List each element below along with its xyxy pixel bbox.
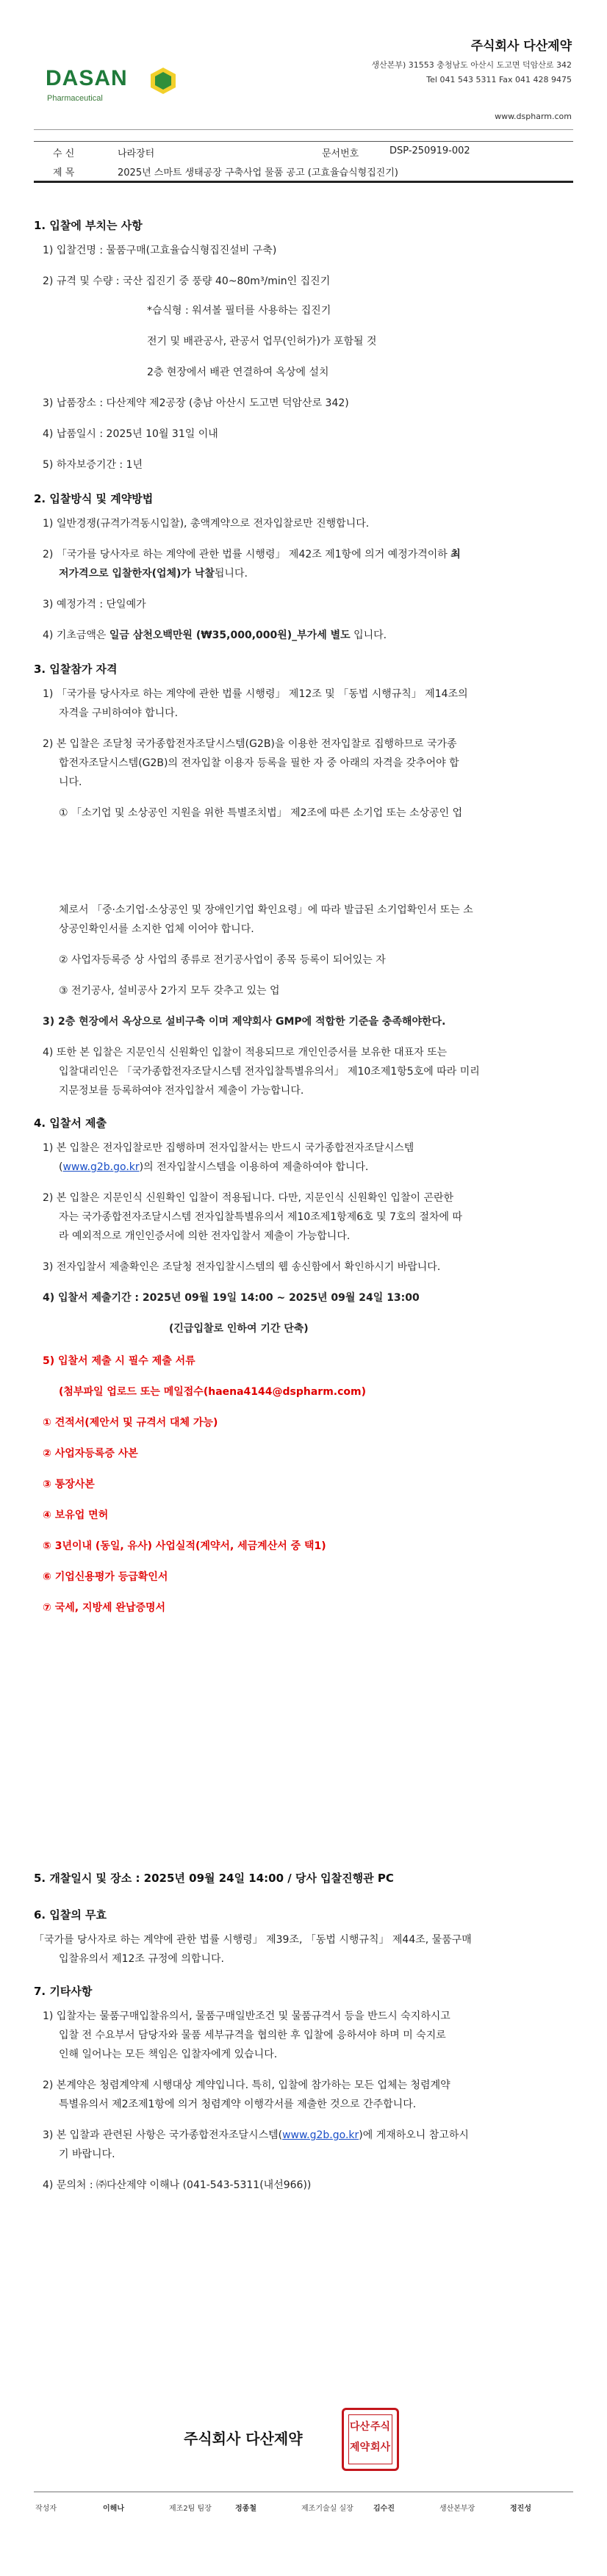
- sec3-item-2-cont2: 니다.: [59, 776, 82, 788]
- section-4-title: 4. 입찰서 제출: [34, 1116, 107, 1130]
- sec1-item-1: 1) 입찰건명 : 물품구매(고효율습식형집진설비 구축): [43, 245, 277, 256]
- required-doc-4: ④ 보유업 면허: [43, 1509, 109, 1521]
- sec2-item-4-tail: 입니다.: [350, 629, 387, 641]
- sec2-item-4-text: 4) 기초금액은: [43, 629, 109, 641]
- sec7-item-2: 2) 본계약은 청렴계약제 시행대상 계약입니다. 특히, 입찰에 참가하는 모든 업체는 청렴계약: [43, 2079, 450, 2091]
- section-2-title: 2. 입찰방식 및 계약방법: [34, 492, 154, 505]
- logo-subtitle: Pharmaceutical: [47, 94, 103, 103]
- sec4-item-2-cont: 자는 국가종합전자조달시스템 전자입찰특별유의서 제10조제1항제6호 및 7호의 절차에 따: [59, 1211, 463, 1223]
- sec3-item-4-cont: 입찰대리인은 「국가종합전자조달시스템 전자입찰특별유의서」 제10조제1항5호에 따라 미리: [59, 1066, 480, 1078]
- approver-3-role: 제조기술실 실장: [301, 2505, 353, 2513]
- sec7-item-3: [43, 2126, 469, 2145]
- sec4-item-1-tail: )의 전자입찰시스템을 이용하여 제출하여야 합니다.: [139, 1161, 369, 1173]
- sec2-item-2-cont: [59, 564, 248, 583]
- section-3-title: 3. 입찰참가 자격: [34, 663, 118, 676]
- company-tel-fax: Tel 041 543 5311 Fax 041 428 9475: [426, 75, 572, 84]
- sec7-item-1-cont2: 인해 일어나는 모든 책임은 입찰자에게 있습니다.: [59, 2049, 278, 2060]
- recipient-label: 수 신: [53, 148, 75, 159]
- sec1-item-2b: 전기 및 배관공사, 관공서 업무(인허가)가 포함될 것: [147, 336, 377, 347]
- sec4-item-2-cont2: 라 예외적으로 개인인증서에 의한 전자입찰서 제출이 가능합니다.: [59, 1230, 351, 1242]
- sec3-criterion-1-cont2: 상공인확인서를 소지한 업체 이어야 합니다.: [59, 923, 254, 935]
- sec1-item-4: 4) 납품일시 : 2025년 10월 31일 이내: [43, 428, 218, 440]
- required-doc-3: ③ 통장사본: [43, 1479, 95, 1490]
- required-doc-1: ① 견적서(제안서 및 규격서 대체 가능): [43, 1417, 218, 1429]
- sec2-item-2-bold: 최: [450, 549, 461, 560]
- sec3-item-4: 4) 또한 본 입찰은 지문인식 신원확인 입찰이 적용되므로 개인인증서를 보유한 대표자 또는: [43, 1047, 448, 1058]
- g2b-link[interactable]: www.g2b.go.kr: [62, 1161, 140, 1173]
- approver-4-name: 정진성: [510, 2505, 531, 2513]
- recipient-value: 나라장터: [118, 148, 155, 159]
- company-seal: [342, 2408, 399, 2471]
- sec2-item-3: 3) 예정가격 : 단일예가: [43, 599, 146, 610]
- sec1-item-2a: *습식형 : 워셔볼 필터를 사용하는 집진기: [147, 305, 331, 317]
- sec2-item-1: 1) 일반경쟁(규격가격동시입찰), 총액계약으로 전자입찰로만 진행합니다.: [43, 518, 370, 530]
- required-doc-7: ⑦ 국세, 지방세 완납증명서: [43, 1602, 166, 1614]
- sec4-item-5: 5) 입찰서 제출 시 필수 제출 서류: [43, 1355, 195, 1367]
- sec7-item-1-cont: 입찰 전 수요부서 담당자와 물품 세부규격을 협의한 후 입찰에 응하셔야 하며 미 숙지로: [59, 2030, 446, 2041]
- seal-text: 제약: [350, 2442, 370, 2453]
- logo-wordmark: DASAN: [46, 66, 128, 90]
- sec2-item-2-bold-cont: 저가격으로 입찰한자(업체)가 낙찰: [59, 568, 215, 580]
- meta-bottom-line: [34, 181, 573, 183]
- sec4-item-5-note: (첨부파일 업로드 또는 메일접수(haena4144@dspharm.com): [59, 1386, 367, 1398]
- sec1-item-2c: 2층 현장에서 배관 연결하여 옥상에 설치: [147, 367, 329, 378]
- required-doc-5: ⑤ 3년이내 (동일, 유사) 사업실적(계약서, 세금계산서 중 택1): [43, 1540, 326, 1552]
- sec3-criterion-1-cont: 체로서 「중·소기업·소상공인 및 장애인기업 확인요령」에 따라 발급된 소기업확인서 또는 소: [59, 904, 473, 916]
- sec3-criterion-3: ③ 전기공사, 설비공사 2가지 모두 갖추고 있는 업: [59, 985, 280, 997]
- sec4-item-4: 4) 입찰서 제출기간 : 2025년 09월 19일 14:00 ~ 2025년 09월 24일 13:00: [43, 1292, 420, 1304]
- meta-top-line: [34, 141, 573, 142]
- subject-label: 제 목: [53, 167, 75, 178]
- required-doc-2: ② 사업자등록증 사본: [43, 1448, 138, 1460]
- sec4-item-1-cont: (www.g2b.go.kr)의 전자입찰시스템을 이용하여 제출하여야 합니다.: [59, 1161, 369, 1173]
- sec3-item-2-cont: 합전자조달시스템(G2B)의 전자입찰 이용자 등록을 필한 자 중 아래의 자격을 갖추어야 합: [59, 757, 459, 769]
- approver-4-role: 생산본부장: [439, 2505, 475, 2513]
- seal-text: 회사: [370, 2442, 391, 2453]
- sec2-item-2-text: 2) 「국가를 당사자로 하는 계약에 관한 법률 시행령」 제42조 제1항에 의거 예정가격이하: [43, 549, 451, 560]
- sec3-item-4-cont2: 지문정보를 등록하여야 전자입찰서 제출이 가능합니다.: [59, 1085, 304, 1097]
- document-number-label: 문서번호: [322, 148, 359, 159]
- sec7-item-3-text: 3) 본 입찰과 관련된 사항은 국가종합전자조달시스템(: [43, 2129, 283, 2141]
- document-number: DSP-250919-002: [389, 145, 470, 156]
- sec3-item-1: 1) 「국가를 당사자로 하는 계약에 관한 법률 시행령」 제12조 및 「동법 시행규칙」 제14조의: [43, 688, 468, 700]
- sec6-text-cont: 입찰유의서 제12조 규정에 의합니다.: [59, 1953, 224, 1965]
- hexagon-logo-icon: [148, 66, 178, 95]
- sec1-item-2: 2) 규격 및 수량 : 국산 집진기 중 풍량 40~80m³/min인 집진기: [43, 275, 331, 287]
- subject-value: 2025년 스마트 생태공장 구축사업 물품 공고 (고효율습식형집진기): [118, 167, 398, 178]
- approver-2-name: 정종철: [235, 2505, 256, 2513]
- company-logo: [46, 60, 170, 119]
- sec4-item-3: 3) 전자입찰서 제출확인은 조달청 전자입찰시스템의 웹 송신함에서 확인하시기 바랍니다.: [43, 1261, 441, 1273]
- approver-2-role: 제조2팀 팀장: [169, 2505, 212, 2513]
- sec1-item-3: 3) 납품장소 : 다산제약 제2공장 (충남 아산시 도고면 덕암산로 342): [43, 397, 349, 409]
- divider: [34, 129, 573, 130]
- section-1-title: 1. 입찰에 부치는 사항: [34, 219, 143, 232]
- sec2-item-4-bold: 일금 삼천오백만원 (₩35,000,000원)_부가세 별도: [109, 629, 351, 641]
- g2b-link-2[interactable]: www.g2b.go.kr: [282, 2129, 359, 2141]
- required-doc-6: ⑥ 기업신용평가 등급확인서: [43, 1571, 168, 1583]
- approver-1-role: 작성자: [35, 2505, 57, 2513]
- sec1-item-5: 5) 하자보증기간 : 1년: [43, 459, 143, 471]
- company-address: 생산본부) 31553 충청남도 아산시 도고면 덕암산로 342: [371, 60, 572, 70]
- signature-company: 주식회사 다산제약: [184, 2430, 303, 2447]
- company-website: www.dspharm.com: [495, 112, 572, 121]
- sec4-item-4-note: (긴급입찰로 인하여 기간 단축): [169, 1323, 309, 1335]
- sec7-item-3-cont: 기 바랍니다.: [59, 2149, 115, 2160]
- sec3-item-1-cont: 자격을 구비하여야 합니다.: [59, 707, 179, 719]
- sec4-item-1: 1) 본 입찰은 전자입찰로만 집행하며 전자입찰서는 반드시 국가종합전자조달시스템: [43, 1142, 414, 1154]
- sec2-item-2: [43, 545, 573, 564]
- section-7-title: 7. 기타사항: [34, 1985, 93, 1998]
- sec7-item-1: 1) 입찰자는 물품구매입찰유의서, 물품구매일반조건 및 물품규격서 등을 반드시 숙지하시고: [43, 2010, 450, 2022]
- sec7-item-3-tail: )에 게재하오니 참고하시: [359, 2129, 469, 2141]
- seal-text: 다산: [350, 2421, 370, 2433]
- section-5-title: 5. 개찰일시 및 장소 : 2025년 09월 24일 14:00 / 당사 입찰진행관 PC: [34, 1872, 394, 1885]
- sec3-item-3: 3) 2층 현장에서 옥상으로 설비구축 이며 제약회사 GMP에 적합한 기준을 충족해야한다.: [43, 1016, 446, 1028]
- sec2-item-4: [43, 626, 387, 645]
- sec3-criterion-2: ② 사업자등록증 상 사업의 종류로 전기공사업이 종목 등록이 되어있는 자: [59, 954, 386, 966]
- sec6-text: 「국가를 당사자로 하는 계약에 관한 법률 시행령」 제39조, 「동법 시행규칙」 제44조, 물품구매: [34, 1934, 472, 1946]
- sec7-item-2-cont: 특별유의서 제2조제1항에 의거 청렴계약 이행각서를 제출한 것으로 간주합니다.: [59, 2099, 417, 2110]
- approver-3-name: 김수진: [373, 2505, 395, 2513]
- sec2-item-2-tail: 됩니다.: [214, 568, 248, 580]
- company-name: 주식회사 다산제약: [470, 39, 572, 54]
- sec3-criterion-1: ① 「소기업 및 소상공인 지원을 위한 특별조치법」 제2조에 따른 소기업 또는 소상공인 업: [59, 807, 463, 819]
- seal-text: 주식: [370, 2421, 391, 2433]
- section-6-title: 6. 입찰의 무효: [34, 1908, 107, 1922]
- sec3-item-2: 2) 본 입찰은 조달청 국가종합전자조달시스템(G2B)을 이용한 전자입찰로 집행하므로 국가종: [43, 738, 457, 750]
- sec4-item-2: 2) 본 입찰은 지문인식 신원확인 입찰이 적용됩니다. 다만, 지문인식 신원확인 입찰이 곤란한: [43, 1192, 454, 1204]
- approver-1-name: 이해나: [103, 2505, 124, 2513]
- sec7-item-4: 4) 문의처 : ㈜다산제약 이해나 (041-543-5311(내선966)): [43, 2179, 312, 2191]
